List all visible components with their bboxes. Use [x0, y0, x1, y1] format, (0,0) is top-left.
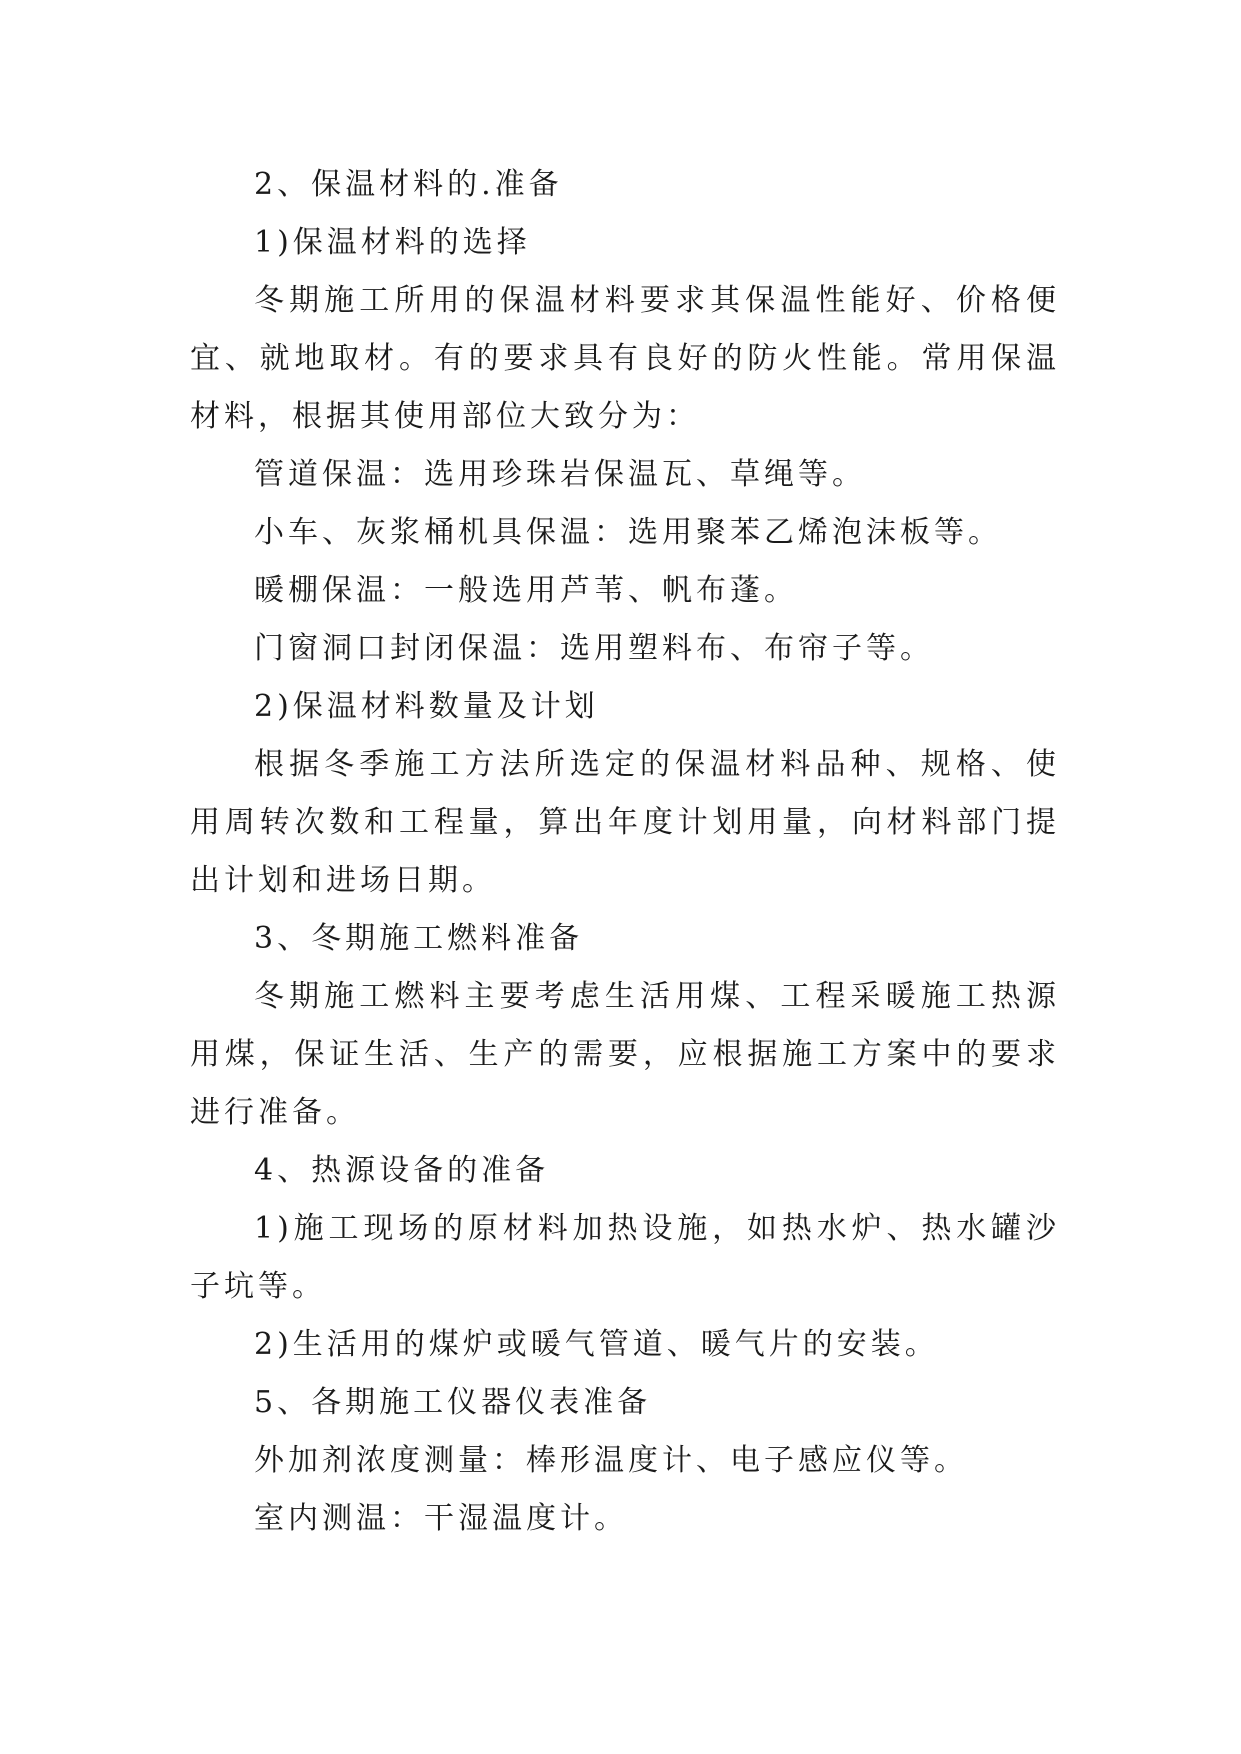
subheading-material-selection: 1)保温材料的选择 [254, 225, 531, 260]
document-body [190, 156, 1060, 1548]
list-item-stove-heating: 2)生活用的煤炉或暖气管道、暖气片的安装。 [254, 1327, 939, 1362]
paragraph-material-requirements: 冬期施工所用的保温材料要求其保温性能好、价格便宜、就地取材。有的要求具有良好的防火性能。常用保温材料，根据其使用部位大致分为： [190, 283, 1060, 434]
list-item-heating-facilities: 1)施工现场的原材料加热设施，如热水炉、热水罐沙子坑等。 [190, 1211, 1060, 1304]
heading-instruments: 5、各期施工仪器仪表准备 [254, 1385, 652, 1420]
list-item-shed-insulation: 暖棚保温：一般选用芦苇、帆布蓬。 [254, 573, 798, 608]
paragraph-fuel-requirements: 冬期施工燃料主要考虑生活用煤、工程采暖施工热源用煤，保证生活、生产的需要，应根据施工方案中的要求进行准备。 [190, 979, 1060, 1130]
list-item-pipe-insulation: 管道保温：选用珍珠岩保温瓦、草绳等。 [254, 457, 866, 492]
list-item-indoor-temperature: 室内测温：干湿温度计。 [254, 1501, 628, 1536]
list-item-admixture-measurement: 外加剂浓度测量：棒形温度计、电子感应仪等。 [254, 1443, 968, 1478]
heading-fuel-preparation: 3、冬期施工燃料准备 [254, 921, 584, 956]
list-item-equipment-insulation: 小车、灰浆桶机具保温：选用聚苯乙烯泡沫板等。 [254, 515, 1002, 550]
heading-insulation-materials: 2、保温材料的.准备 [254, 167, 563, 202]
heading-heat-source-equipment: 4、热源设备的准备 [254, 1153, 550, 1188]
subheading-material-quantity: 2)保温材料数量及计划 [254, 689, 599, 724]
list-item-door-window-insulation: 门窗洞口封闭保温：选用塑料布、布帘子等。 [254, 631, 934, 666]
paragraph-quantity-planning: 根据冬季施工方法所选定的保温材料品种、规格、使用周转次数和工程量，算出年度计划用量，向材料部门提出计划和进场日期。 [190, 747, 1060, 898]
